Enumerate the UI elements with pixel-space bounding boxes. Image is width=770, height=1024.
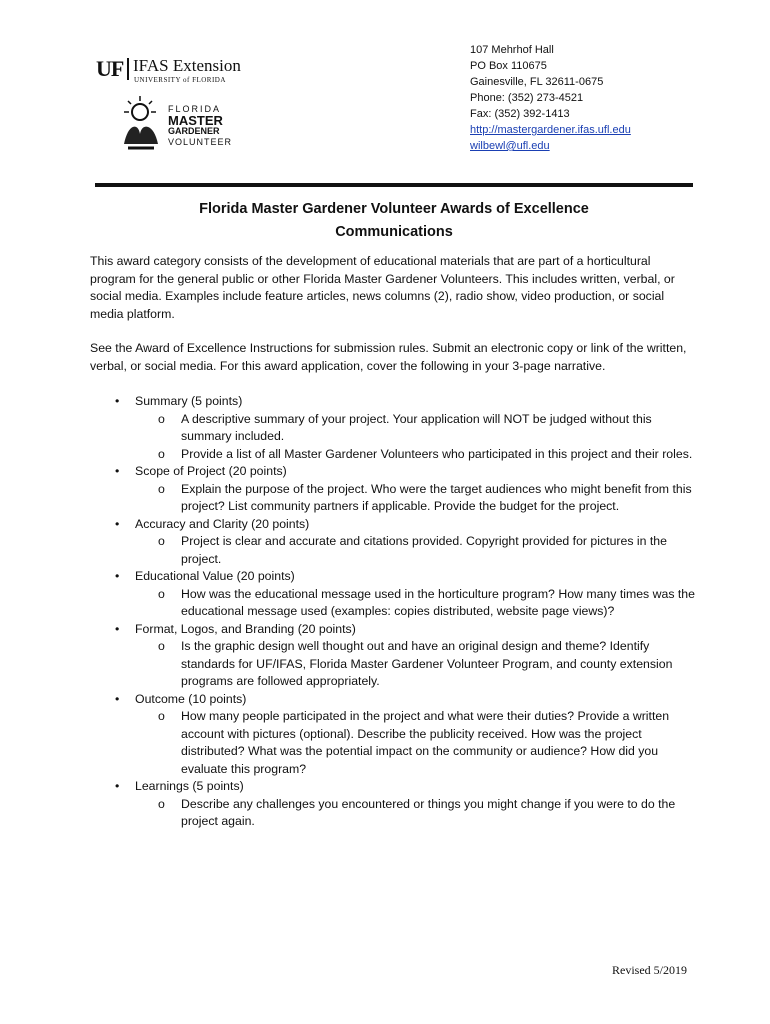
phone: Phone: (352) 273-4521: [470, 92, 584, 104]
university-of-florida-wordmark: UNIVERSITY of FLORIDA: [134, 76, 226, 84]
criteria-subitem: [90, 586, 695, 621]
criteria-label: Scope of Project (20 points): [135, 464, 287, 478]
criteria-item: [90, 691, 695, 709]
sun-plant-icon: [118, 94, 166, 150]
criteria-item: [90, 393, 695, 411]
mg-volunteer-text: VOLUNTEER: [168, 137, 233, 147]
sub-bullet-icon: o: [158, 481, 165, 496]
bullet-icon: •: [115, 691, 120, 706]
bullet-icon: •: [115, 394, 120, 408]
email-link[interactable]: wilbewl@ufl.edu: [470, 140, 550, 152]
document-title: [95, 198, 693, 244]
uf-logo-mark: UF: [96, 56, 124, 81]
criteria-subitem-text: Is the graphic design well thought out and have an original design and theme? Identify standards for UF/IFAS, Florida Master Gardener Volunteer Program, and county extension programs are followed appropriately.: [181, 639, 673, 688]
criteria-item: [90, 621, 695, 639]
intro-paragraph: This award category consists of the development of educational materials that are part of a horticultural program for the general public or other Florida Master Gardener Volunteers. This includes written, verbal, or social media. Examples include feature articles, news columns (2), radio show, video production, or social media platform.: [90, 254, 675, 321]
ifas-extension-wordmark: IFAS Extension: [133, 56, 241, 75]
master-gardener-logo: [118, 94, 233, 150]
website-link[interactable]: http://mastergardener.ifas.ufl.edu: [470, 124, 631, 136]
sub-bullet-icon: o: [158, 411, 165, 426]
criteria-label: Learnings (5 points): [135, 779, 244, 793]
criteria-item: [90, 568, 695, 586]
criteria-subitem: [90, 446, 695, 464]
criteria-label: Educational Value (20 points): [135, 569, 295, 583]
sub-bullet-icon: o: [158, 534, 165, 548]
bullet-icon: •: [115, 779, 120, 793]
mg-master-text: MASTER: [168, 113, 223, 128]
criteria-subitem-text: Project is clear and accurate and citations provided. Copyright provided for pictures in the project.: [181, 534, 667, 566]
criteria-item: [90, 463, 695, 481]
sub-bullet-icon: o: [158, 446, 165, 461]
bullet-icon: •: [115, 621, 120, 636]
criteria-list: [90, 393, 695, 831]
criteria-label: Accuracy and Clarity (20 points): [135, 516, 310, 531]
criteria-subitem-text: A descriptive summary of your project. Your application will NOT be judged without this summary included.: [181, 411, 652, 443]
criteria-label: Format, Logos, and Branding (20 points): [135, 621, 356, 636]
address-line3: Gainesville, FL 32611-0675: [470, 76, 604, 88]
criteria-label: Summary (5 points): [135, 394, 243, 408]
criteria-subitem: [90, 708, 695, 778]
criteria-subitem-text: How was the educational message used in the horticulture program? How many times was the educational message used (examples: copies distributed, website page views)?: [181, 586, 695, 618]
criteria-subitem-text: Provide a list of all Master Gardener Volunteers who participated in this project and their roles.: [181, 446, 693, 461]
criteria-subitem: [90, 481, 695, 516]
sub-bullet-icon: o: [158, 586, 165, 601]
sub-bullet-icon: o: [158, 709, 165, 723]
criteria-subitem-text: Describe any challenges you encountered or things you might change if you were to do the project again.: [181, 796, 676, 828]
sub-bullet-icon: o: [158, 639, 165, 653]
header-divider: [95, 183, 693, 187]
criteria-label: Outcome (10 points): [135, 691, 247, 706]
fax: Fax: (352) 392-1413: [470, 108, 570, 120]
bullet-icon: •: [115, 516, 120, 531]
address-line1: 107 Mehrhof Hall: [470, 44, 554, 56]
criteria-subitem: [90, 638, 695, 691]
address-block: [470, 42, 631, 154]
criteria-subitem: [90, 533, 695, 568]
criteria-subitem-text: How many people participated in the project and what were their duties? Provide a written account with pictures (optional). Describe the publicity received. How was the project distributed? What was the potential impact on the community or audience? How did you evaluate this program?: [181, 709, 670, 776]
bullet-icon: •: [115, 464, 120, 478]
bullet-icon: •: [115, 569, 120, 583]
mg-florida-text: FLORIDA: [168, 104, 222, 114]
criteria-item: [90, 516, 695, 534]
sub-bullet-icon: o: [158, 796, 165, 811]
revision-date: Revised 5/2019: [612, 963, 687, 977]
criteria-item: [90, 778, 695, 796]
logo-divider: [127, 58, 129, 80]
criteria-subitem: [90, 411, 695, 446]
mg-gardener-text: GARDENER: [168, 126, 220, 136]
title-line1: Florida Master Gardener Volunteer Awards of Excellence: [199, 201, 589, 217]
title-line2: Communications: [335, 224, 453, 240]
instructions-paragraph: See the Award of Excellence Instructions for submission rules. Submit an electronic copy or link of the written, verbal, or social media. For this award application, cover the following in your 3-page narrative.: [90, 341, 687, 373]
criteria-subitem: [90, 796, 695, 831]
criteria-subitem-text: Explain the purpose of the project. Who were the target audiences who might benefit from this project? List community partners if applicable. Provide the budget for the project.: [181, 481, 692, 513]
uf-ifas-extension-logo: [96, 56, 256, 84]
address-line2: PO Box 110675: [470, 60, 547, 72]
